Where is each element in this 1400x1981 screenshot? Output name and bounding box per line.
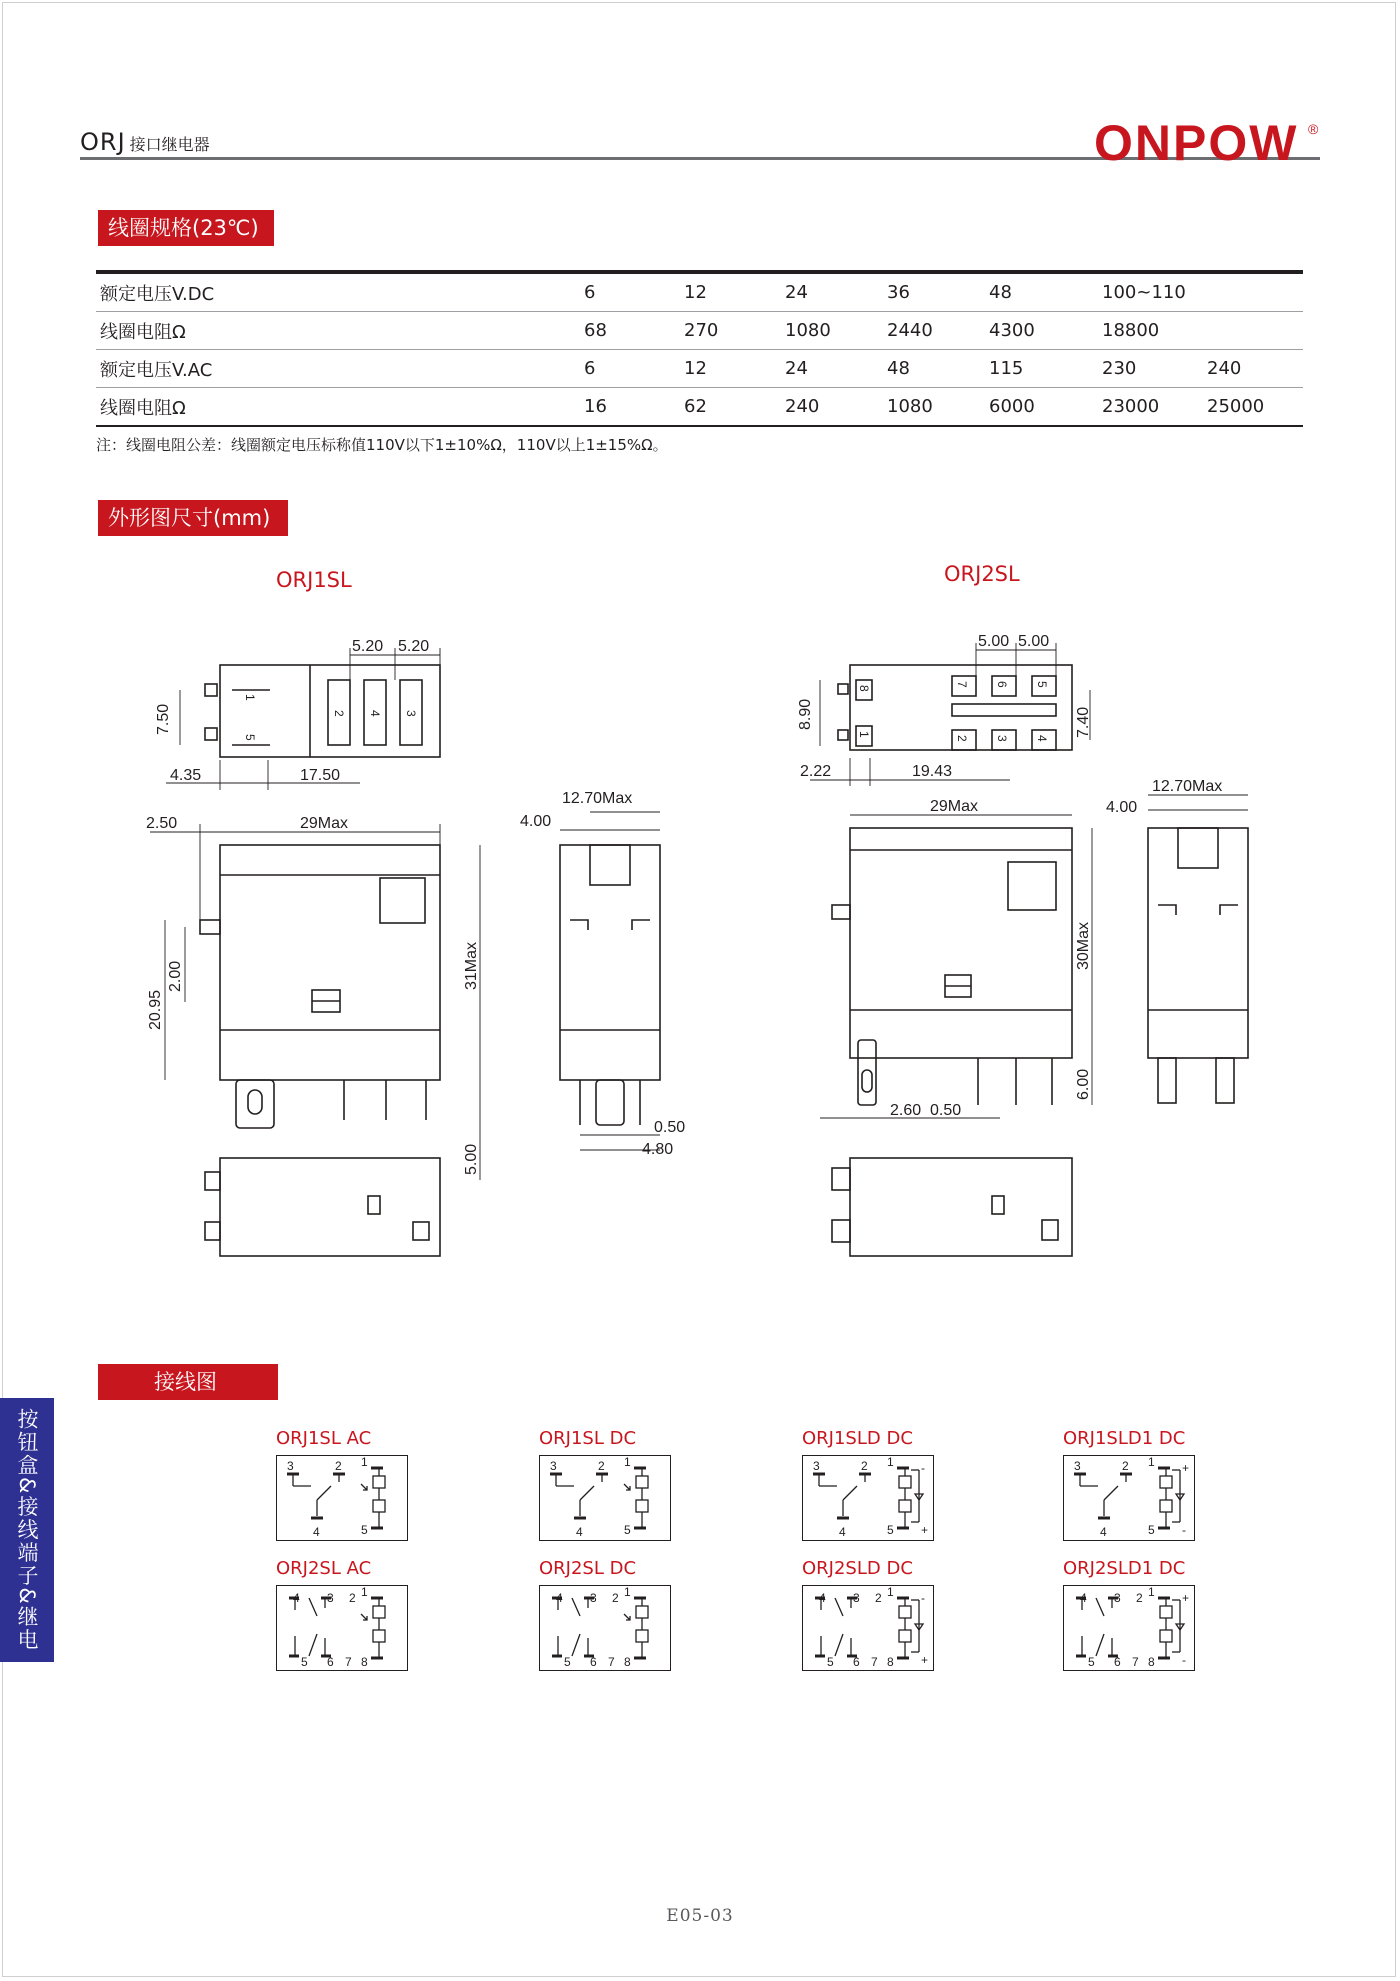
wiring-schematic [540, 1586, 670, 1670]
orj1sl-dim-p2: 5.20 [398, 638, 430, 655]
svg-text:1: 1 [1148, 1456, 1155, 1469]
svg-text:4: 4 [1080, 1591, 1087, 1605]
orj1sl-side-body [560, 845, 660, 1080]
orj1sl-dim-d: 12.70Max [562, 790, 633, 807]
svg-text:3: 3 [813, 1459, 820, 1473]
svg-text:6: 6 [853, 1655, 860, 1669]
orj1sl-bottom-body [220, 1158, 440, 1256]
coil-spec-row-label: 线圈电阻Ω [96, 388, 580, 427]
wiring-diagram [802, 1585, 934, 1671]
orj1sl-dim-pin: 5.00 [463, 1143, 480, 1175]
series-name: ORJ [80, 128, 126, 156]
wiring-label: ORJ2SL DC [539, 1558, 637, 1579]
svg-text:-: - [921, 1591, 925, 1605]
coil-spec-cell: 270 [680, 312, 781, 350]
svg-text:2: 2 [598, 1459, 605, 1473]
svg-text:2: 2 [1122, 1459, 1129, 1473]
orj2sl-dim-a: 2.22 [800, 763, 832, 780]
svg-text:4: 4 [1100, 1525, 1107, 1539]
coil-spec-cell: 12 [680, 272, 781, 312]
svg-text:®: ® [1308, 121, 1319, 137]
series-subtitle: 接口继电器 [129, 135, 210, 154]
coil-spec-cell: 6000 [985, 388, 1098, 427]
coil-spec-cell: 115 [985, 350, 1098, 388]
coil-spec-cell: 6 [580, 272, 680, 312]
orj2sl-pin-4: 4 [1035, 735, 1049, 742]
svg-text:+: + [921, 1653, 929, 1667]
coil-spec-cell: 2440 [883, 312, 985, 350]
coil-spec-cell: 12 [680, 350, 781, 388]
svg-text:3: 3 [1074, 1459, 1081, 1473]
side-category-tab: 按钮盒&接线端子&继电 [0, 1398, 54, 1662]
orj2sl-pin-5: 5 [1035, 681, 1049, 688]
coil-spec-cell: 24 [781, 272, 883, 312]
svg-text:1: 1 [361, 1586, 368, 1599]
coil-spec-cell: 24 [781, 350, 883, 388]
svg-text:4: 4 [293, 1591, 300, 1605]
svg-text:1: 1 [1148, 1586, 1155, 1599]
orj1sl-pin-5: 5 [243, 734, 257, 741]
svg-text:3: 3 [1114, 1591, 1121, 1605]
svg-text:7: 7 [345, 1655, 352, 1669]
orj1sl-dim-h: 7.50 [155, 703, 172, 735]
wiring-label: ORJ1SL AC [276, 1428, 372, 1449]
coil-section-title: 线圈规格(23℃) [98, 210, 274, 246]
wiring-label: ORJ1SLD1 DC [1063, 1428, 1186, 1449]
orj2sl-dim-s1: 2.60 [890, 1102, 922, 1119]
svg-text:+: + [1182, 1591, 1190, 1605]
wiring-label: ORJ2SL AC [276, 1558, 372, 1579]
coil-spec-cell: 23000 [1098, 388, 1203, 427]
svg-text:5: 5 [624, 1523, 631, 1537]
coil-spec-row-label: 额定电压V.AC [96, 350, 580, 388]
wiring-schematic [803, 1586, 933, 1670]
svg-text:4: 4 [556, 1591, 563, 1605]
wiring-schematic [277, 1586, 407, 1670]
orj2sl-dim-pin: 6.00 [1075, 1068, 1092, 1100]
model-label-orj2sl: ORJ2SL [944, 562, 1020, 586]
svg-text:5: 5 [827, 1655, 834, 1669]
wiring-schematic [803, 1456, 933, 1540]
wiring-label: ORJ1SLD DC [802, 1428, 913, 1449]
orj2sl-pin-1: 1 [857, 731, 871, 738]
orj2sl-pin-8: 8 [857, 685, 871, 692]
coil-spec-cell: 240 [781, 388, 883, 427]
svg-text:2: 2 [612, 1591, 619, 1605]
wiring-diagram [1063, 1455, 1195, 1541]
orj2sl-pin-2: 2 [955, 735, 969, 742]
orj1sl-dim-a: 4.35 [170, 767, 202, 784]
orj2sl-side-body [1148, 828, 1248, 1058]
svg-text:+: + [921, 1523, 929, 1537]
orj1sl-pin-3: 3 [404, 710, 418, 717]
coil-spec-cell: 4300 [985, 312, 1098, 350]
orj1sl-dim-c: 2.50 [146, 815, 178, 832]
coil-spec-cell: 18800 [1098, 312, 1203, 350]
svg-text:2: 2 [335, 1459, 342, 1473]
coil-spec-cell: 36 [883, 272, 985, 312]
svg-text:8: 8 [887, 1655, 894, 1669]
orj1sl-dim-b: 17.50 [300, 767, 341, 784]
orj2sl-bottom-body [850, 1158, 1072, 1256]
orj2sl-dim-h1: 8.90 [797, 698, 814, 730]
wiring-schematic [1064, 1456, 1194, 1540]
svg-text:3: 3 [853, 1591, 860, 1605]
orj2sl-dim-w: 29Max [930, 798, 979, 815]
svg-text:4: 4 [819, 1591, 826, 1605]
svg-text:8: 8 [361, 1655, 368, 1669]
coil-spec-row-label: 线圈电阻Ω [96, 312, 580, 350]
orj1sl-pin-2: 2 [332, 710, 346, 717]
wiring-diagram [276, 1585, 408, 1671]
orj1sl-dim-f: 20.95 [147, 989, 164, 1030]
svg-text:1: 1 [624, 1456, 631, 1469]
svg-text:5: 5 [564, 1655, 571, 1669]
orj1sl-pin-1: 1 [243, 694, 257, 701]
svg-text:1: 1 [887, 1456, 894, 1469]
svg-text:3: 3 [590, 1591, 597, 1605]
dimension-section-title: 外形图尺寸(mm) [98, 500, 288, 536]
coil-spec-cell: 62 [680, 388, 781, 427]
coil-spec-row-label: 额定电压V.DC [96, 272, 580, 312]
svg-text:3: 3 [287, 1459, 294, 1473]
coil-spec-cell: 25000 [1203, 388, 1303, 427]
svg-text:3: 3 [327, 1591, 334, 1605]
coil-spec-cell: 68 [580, 312, 680, 350]
orj2sl-dim-p2: 5.00 [1018, 633, 1050, 650]
orj1sl-dim-p1: 5.20 [352, 638, 384, 655]
svg-text:5: 5 [1148, 1523, 1155, 1537]
svg-text:1: 1 [624, 1586, 631, 1599]
svg-text:5: 5 [1088, 1655, 1095, 1669]
wiring-schematic [1064, 1586, 1194, 1670]
svg-text:2: 2 [875, 1591, 882, 1605]
orj2sl-dim-e: 4.00 [1106, 799, 1138, 816]
wiring-section-title: 接线图 [98, 1364, 278, 1400]
svg-text:7: 7 [871, 1655, 878, 1669]
svg-text:3: 3 [550, 1459, 557, 1473]
orj1sl-pin-4: 4 [368, 710, 382, 717]
svg-text:7: 7 [1132, 1655, 1139, 1669]
orj1sl-front-body [220, 845, 440, 1080]
svg-text:4: 4 [576, 1525, 583, 1539]
coil-spec-cell: 16 [580, 388, 680, 427]
svg-text:8: 8 [1148, 1655, 1155, 1669]
svg-text:4: 4 [839, 1525, 846, 1539]
svg-text:7: 7 [608, 1655, 615, 1669]
model-label-orj1sl: ORJ1SL [276, 568, 352, 592]
coil-spec-cell: 6 [580, 350, 680, 388]
coil-spec-cell: 48 [883, 350, 985, 388]
svg-text:4: 4 [313, 1525, 320, 1539]
svg-text:1: 1 [361, 1456, 368, 1469]
wiring-diagram [276, 1455, 408, 1541]
wiring-diagram [539, 1455, 671, 1541]
svg-text:2: 2 [861, 1459, 868, 1473]
wiring-label: ORJ2SLD DC [802, 1558, 913, 1579]
orj1sl-dim-g: 2.00 [167, 960, 184, 992]
svg-text:1: 1 [887, 1586, 894, 1599]
orj1sl-dim-hmax: 31Max [463, 941, 480, 990]
orj2sl-dim-b: 19.43 [912, 763, 953, 780]
svg-text:6: 6 [590, 1655, 597, 1669]
wiring-diagram [1063, 1585, 1195, 1671]
svg-text:5: 5 [887, 1523, 894, 1537]
coil-spec-cell: 230 [1098, 350, 1203, 388]
wiring-diagram [539, 1585, 671, 1671]
svg-text:6: 6 [327, 1655, 334, 1669]
svg-text:ONPOW: ONPOW [1094, 115, 1299, 170]
orj2sl-dim-p1: 5.00 [978, 633, 1010, 650]
orj2sl-pin-6: 6 [995, 681, 1009, 688]
svg-text:-: - [921, 1461, 925, 1475]
orj1sl-dim-w: 29Max [300, 815, 349, 832]
wiring-schematic [277, 1456, 407, 1540]
coil-spec-cell: 1080 [781, 312, 883, 350]
svg-text:6: 6 [1114, 1655, 1121, 1669]
orj2sl-dim-hmax: 30Max [1075, 921, 1092, 970]
orj2sl-dim-s2: 0.50 [930, 1102, 962, 1119]
orj2sl-dim-h2: 7.40 [1075, 706, 1092, 738]
svg-text:-: - [1182, 1653, 1186, 1667]
orj2sl-pin-7: 7 [955, 681, 969, 688]
coil-spec-cell: 100~110 [1098, 272, 1203, 312]
wiring-label: ORJ2SLD1 DC [1063, 1558, 1186, 1579]
coil-note: 注：线圈电阻公差：线圈额定电压标称值110V以下1±10%Ω，110V以上1±15%Ω。 [96, 436, 668, 454]
svg-text:5: 5 [361, 1523, 368, 1537]
coil-spec-cell: 48 [985, 272, 1098, 312]
coil-spec-cell: 1080 [883, 388, 985, 427]
orj1sl-dim-t1: 0.50 [654, 1119, 686, 1136]
orj2sl-dim-d: 12.70Max [1152, 778, 1223, 795]
svg-text:2: 2 [1136, 1591, 1143, 1605]
page-number: E05-03 [666, 1906, 734, 1926]
svg-text:-: - [1182, 1523, 1186, 1537]
wiring-label: ORJ1SL DC [539, 1428, 637, 1449]
orj1sl-dim-e: 4.00 [520, 813, 552, 830]
orj1sl-dim-t2: 4.80 [642, 1141, 674, 1158]
svg-text:2: 2 [349, 1591, 356, 1605]
wiring-schematic [540, 1456, 670, 1540]
svg-text:8: 8 [624, 1655, 631, 1669]
coil-spec-cell: 240 [1203, 350, 1303, 388]
orj2sl-pin-3: 3 [995, 735, 1009, 742]
wiring-diagram [802, 1455, 934, 1541]
svg-text:+: + [1182, 1461, 1190, 1475]
svg-text:5: 5 [301, 1655, 308, 1669]
